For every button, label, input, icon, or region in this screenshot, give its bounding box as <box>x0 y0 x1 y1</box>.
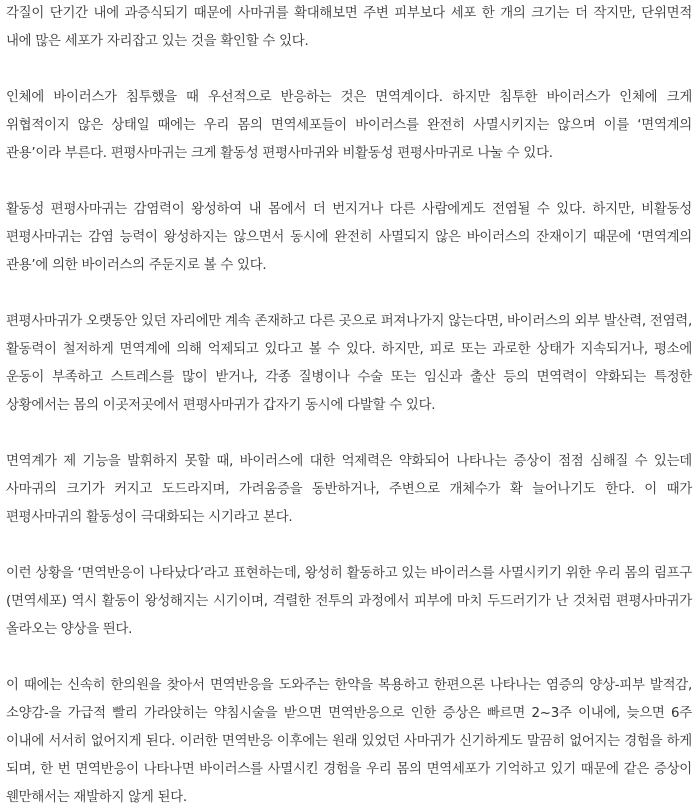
article-body <box>6 0 692 812</box>
paragraph-3: 활동성 편평사마귀는 감염력이 왕성하여 내 몸에서 더 번지거나 다른 사람에게도 전염될 수 있다. 하지만, 비활동성 편평사마귀는 감염 능력이 왕성하지는 않으면서 동시에 완전히 사멸되지 않은 바이러스의 잔재이기 때문에 ‘면역계의 관용’에 의한 바이러스의 주둔지로 볼 수 있다. <box>6 202 692 273</box>
paragraph-5: 면역계가 제 기능을 발휘하지 못할 때, 바이러스에 대한 억제력은 약화되어 나타나는 증상이 점점 심해질 수 있는데 사마귀의 크기가 커지고 도드라지며, 가려움증을 동반하거나, 주변으로 개체수가 확 늘어나기도 한다. 이 때가 편평사마귀의 활동성이 극대화되는 시기라고 본다. <box>6 454 692 525</box>
paragraph-4: 편평사마귀가 오랫동안 있던 자리에만 계속 존재하고 다른 곳으로 퍼져나가지 않는다면, 바이러스의 외부 발산력, 전염력, 활동력이 철저하게 면역계에 의해 억제되고 있다고 볼 수 있다. 하지만, 피로 또는 과로한 상태가 지속되거나, 평소에 운동이 부족하고 스트레스를 많이 받거나, 각종 질병이나 수술 또는 임신과 출산 등의 면역력이 약화되는 특정한 상황에서는 몸의 이곳저곳에서 편평사마귀가 갑자기 동시에 다발할 수 있다. <box>6 314 692 413</box>
paragraph-1: 각질이 단기간 내에 과증식되기 때문에 사마귀를 확대해보면 주변 피부보다 세포 한 개의 크기는 더 작지만, 단위면적 내에 많은 세포가 자리잡고 있는 것을 확인할 수 있다. <box>6 6 692 49</box>
paragraph-2: 인체에 바이러스가 침투했을 때 우선적으로 반응하는 것은 면역계이다. 하지만 침투한 바이러스가 인체에 크게 위협적이지 않은 상태일 때에는 우리 몸의 면역세포들이 바이러스를 완전히 사멸시키지는 않으며 이를 ‘면역계의 관용’이라 부른다. 편평사마귀는 크게 활동성 편평사마귀와 비활동성 편평사마귀로 나눌 수 있다. <box>6 90 692 161</box>
paragraph-7: 이 때에는 신속히 한의원을 찾아서 면역반응을 도와주는 한약을 복용하고 한편으론 나타나는 염증의 양상-피부 발적감, 소양감-을 가급적 빨리 가라앉히는 약침시술을 받으면 면역반응으로 인한 증상은 빠르면 2~3주 이내에, 늦으면 6주 이내에 서서히 없어지게 된다. 이러한 면역반응 이후에는 원래 있었던 사마귀가 신기하게도 말끔히 없어지는 경험을 하게 되며, 한 번 면역반응이 나타나면 바이러스를 사멸시킨 경험을 우리 몸의 면역세포가 기억하고 있기 때문에 같은 증상이 웬만해서는 재발하지 않게 된다. <box>6 678 692 805</box>
paragraph-6: 이런 상황을 ‘면역반응이 나타났다’라고 표현하는데, 왕성히 활동하고 있는 바이러스를 사멸시키기 위한 우리 몸의 림프구(면역세포) 역시 활동이 왕성해지는 시기이며, 격렬한 전투의 과정에서 피부에 마치 두드러기가 난 것처럼 편평사마귀가 올라오는 양상을 띈다. <box>6 566 692 637</box>
